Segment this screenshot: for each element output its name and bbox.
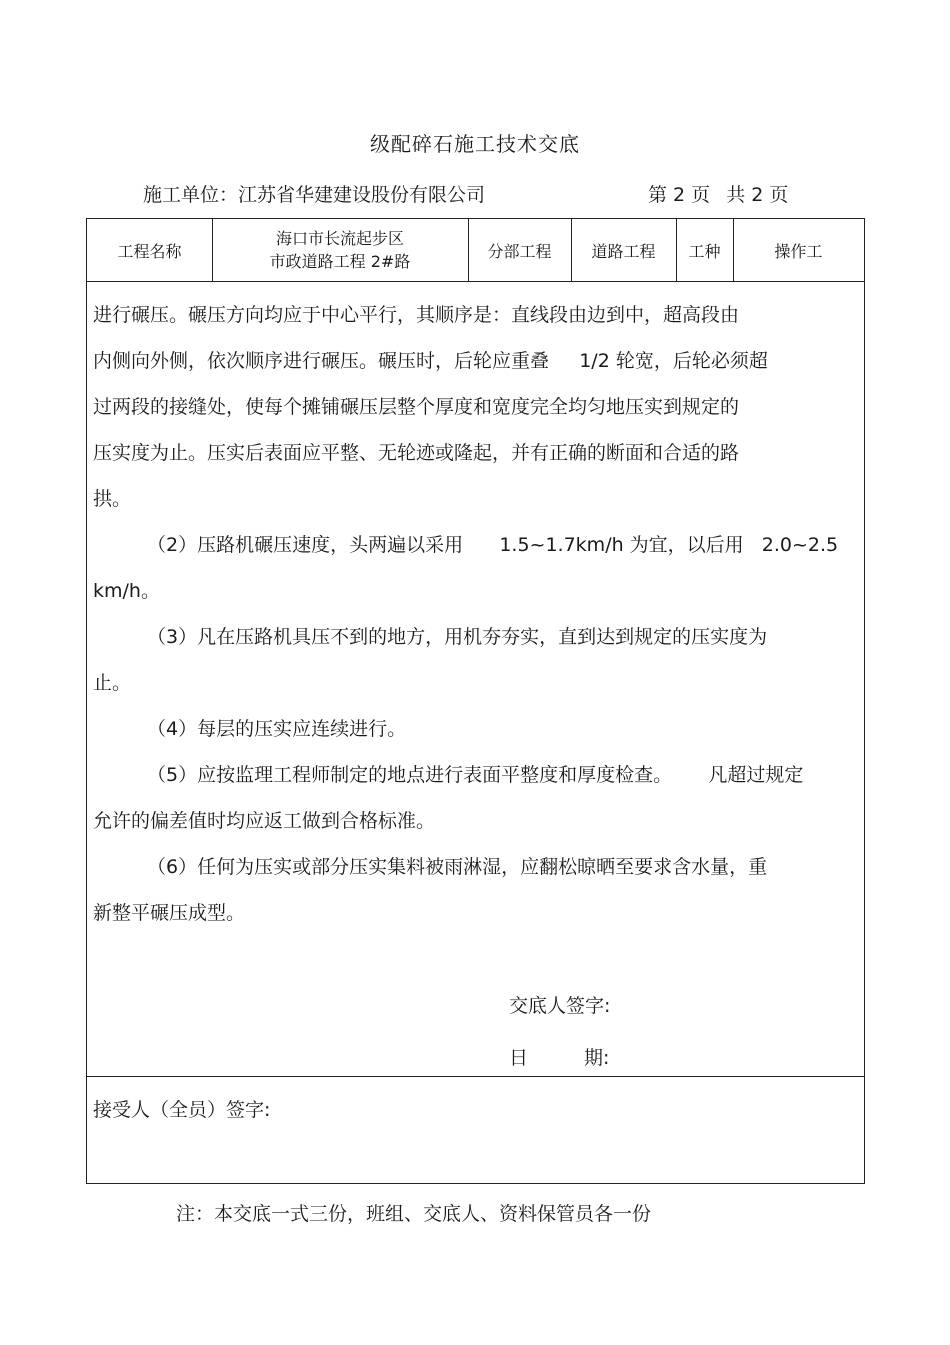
content-line: 拱。 xyxy=(93,488,132,510)
content-line: （3）凡在压路机具压不到的地方，用机夯夯实，直到达到规定的压实度为 xyxy=(147,626,768,648)
content-line: （5）应按监理工程师制定的地点进行表面平整度和厚度检查。 凡超过规定 xyxy=(147,764,804,786)
construction-unit: 施工单位：江苏省华建建设股份有限公司 xyxy=(143,184,486,206)
page-current: 第 2 页 xyxy=(648,184,711,206)
handover-content xyxy=(93,292,861,936)
content-line: （2）压路机碾压速度，头两遍以采用 1.5~1.7km/h 为宜，以后用 2.0~2.5 xyxy=(147,534,839,556)
project-name-value xyxy=(212,219,468,281)
content-line: 压实度为止。压实后表面应平整、无轮迹或隆起，并有正确的断面和合适的路 xyxy=(93,442,740,464)
project-name-line2: 市政道路工程 2#路 xyxy=(269,252,411,271)
content-line: （4）每层的压实应连续进行。 xyxy=(147,718,407,740)
handover-signature-label: 交底人签字: xyxy=(509,995,611,1017)
content-line: 过两段的接缝处，使每个摊铺碾压层整个厚度和宽度完全均匀地压实到规定的 xyxy=(93,396,740,418)
handover-table xyxy=(86,218,865,1184)
page-indicator xyxy=(648,180,798,207)
footnote: 注：本交底一式三份，班组、交底人、资料保管员各一份 xyxy=(176,1203,652,1225)
receiver-signature-label: 接受人（全员）签字: xyxy=(93,1099,271,1121)
date-label-part: 期: xyxy=(584,1047,610,1069)
content-line: 内侧向外侧，依次顺序进行碾压。碾压时，后轮应重叠 1/2 轮宽，后轮必须超 xyxy=(93,350,768,372)
divider xyxy=(87,1076,864,1077)
document-title: 级配碎石施工技术交底 xyxy=(370,132,580,156)
content-line: km/h。 xyxy=(93,580,160,602)
project-name-line1: 海口市长流起步区 xyxy=(275,229,404,248)
content-line: 新整平碾压成型。 xyxy=(93,902,246,924)
content-line: 进行碾压。碾压方向均应于中心平行，其顺序是：直线段由边到中，超高段由 xyxy=(93,304,740,326)
content-line: 止。 xyxy=(93,672,132,694)
page-total: 共 2 页 xyxy=(726,184,789,206)
division-label: 分部工程 xyxy=(487,241,552,261)
date-label-part: 日 xyxy=(509,1047,529,1069)
divider xyxy=(87,281,864,282)
project-name-label: 工程名称 xyxy=(117,241,182,261)
trade-label: 工种 xyxy=(688,241,721,261)
content-line: （6）任何为压实或部分压实集料被雨淋湿，应翻松晾晒至要求含水量，重 xyxy=(147,856,768,878)
division-value: 道路工程 xyxy=(591,241,656,261)
date-label xyxy=(509,1043,609,1070)
content-line: 允许的偏差值时均应返工做到合格标准。 xyxy=(93,810,436,832)
trade-value: 操作工 xyxy=(774,241,823,261)
